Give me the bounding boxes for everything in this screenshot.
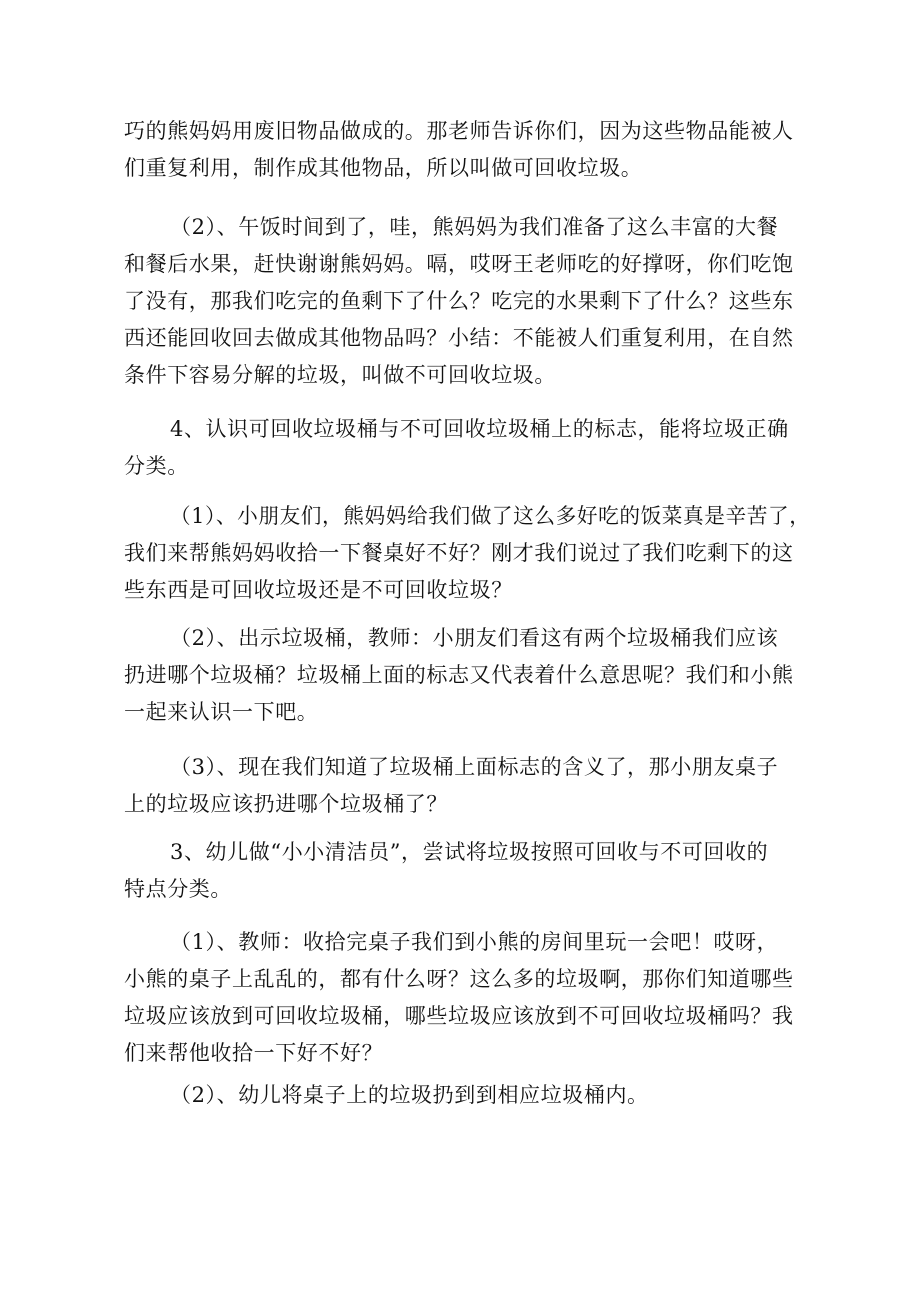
- text-line: （2）、午饭时间到了，哇，熊妈妈为我们准备了这么丰富的大餐: [170, 215, 779, 239]
- text-line: 条件下容易分解的垃圾，叫做不可回收垃圾。: [124, 363, 556, 387]
- text-line: 们来帮他收拾一下好不好？: [124, 1041, 384, 1065]
- text-line: 扔进哪个垃圾桶？垃圾桶上面的标志又代表着什么意思呢？我们和小熊: [124, 663, 794, 687]
- text-line: （1）、教师：收拾完桌子我们到小熊的房间里玩一会吧！哎呀，: [170, 930, 779, 954]
- text-line: 了没有，那我们吃完的鱼剩下了什么？吃完的水果剩下了什么？这些东: [124, 289, 794, 313]
- text-line: 小熊的桌子上乱乱的，都有什么呀？这么多的垃圾啊，那你们知道哪些: [124, 967, 794, 991]
- text-line: 巧的熊妈妈用废旧物品做成的。那老师告诉你们，因为这些物品能被人: [124, 119, 794, 143]
- text-line: 分类。: [124, 454, 189, 478]
- text-line: 们重复利用，制作成其他物品，所以叫做可回收垃圾。: [124, 156, 643, 180]
- text-line: 一起来认识一下吧。: [124, 700, 319, 724]
- text-line: （2）、幼儿将桌子上的垃圾扔到到相应垃圾桶内。: [170, 1083, 649, 1107]
- text-line: 3、幼儿做“小小清洁员”，尝试将垃圾按照可回收与不可回收的: [170, 840, 769, 864]
- text-line: （2）、出示垃圾桶，教师：小朋友们看这有两个垃圾桶我们应该: [170, 626, 779, 650]
- text-line: 上的垃圾应该扔进哪个垃圾桶了？: [124, 792, 448, 816]
- text-line: 和餐后水果，赶快谢谢熊妈妈。嗝，哎呀王老师吃的好撑呀，你们吃饱: [124, 252, 794, 276]
- text-line: 垃圾应该放到可回收垃圾桶，哪些垃圾应该放到不可回收垃圾桶吗？我: [124, 1004, 794, 1028]
- text-line: （3）、现在我们知道了垃圾桶上面标志的含义了，那小朋友桌子: [170, 755, 779, 779]
- text-line: 特点分类。: [124, 877, 232, 901]
- text-line: 西还能回收回去做成其他物品吗？小结：不能被人们重复利用，在自然: [124, 326, 794, 350]
- text-line: 4、认识可回收垃圾桶与不可回收垃圾桶上的标志，能将垃圾正确: [170, 417, 789, 441]
- text-line: （1）、小朋友们，熊妈妈给我们做了这么多好吃的饭菜真是辛苦了，: [170, 504, 811, 528]
- text-line: 我们来帮熊妈妈收拾一下餐桌好不好？刚才我们说过了我们吃剩下的这: [124, 541, 794, 565]
- text-line: 些东西是可回收垃圾还是不可回收垃圾？: [124, 578, 513, 602]
